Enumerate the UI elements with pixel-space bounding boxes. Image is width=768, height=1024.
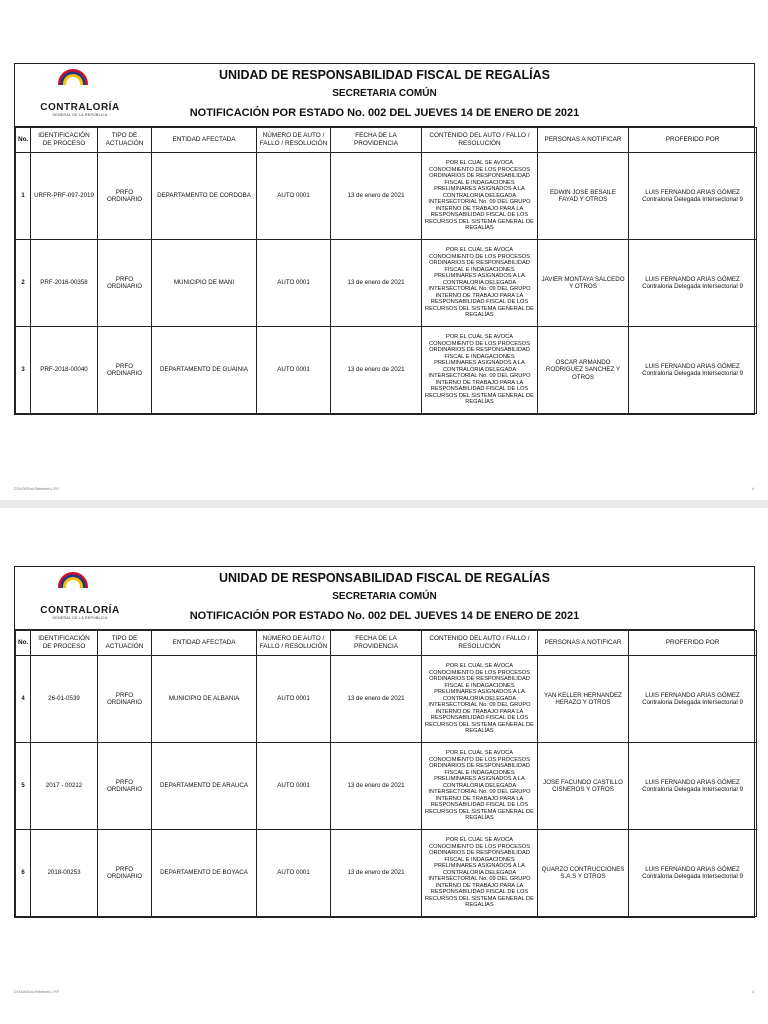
- document-subtitle: SECRETARIA COMÚN: [332, 591, 437, 602]
- table-row: [16, 240, 757, 327]
- persons-to-notify: JOSE FACUNDO CASTILLO CISNEROS Y OTROS: [538, 743, 629, 830]
- process-id: URFR-PRF-097-2019: [31, 153, 98, 240]
- issuer-name: LUIS FERNANDO ARIAS GÓMEZ: [645, 275, 740, 283]
- issuer-name: LUIS FERNANDO ARIAS GÓMEZ: [645, 691, 740, 699]
- auto-number: AUTO 0001: [257, 656, 331, 743]
- document-header: [15, 567, 754, 630]
- footer-reference: DTAIOGSocl.Reletestrl.L.P.P.: [14, 487, 60, 491]
- column-header-personas: PERSONAS A NOTIFICAR: [538, 128, 629, 153]
- logo-subtext: GENERAL DE LA REPÚBLICA: [52, 616, 108, 620]
- issuer-name: LUIS FERNANDO ARIAS GÓMEZ: [645, 188, 740, 196]
- column-header-proferido: PROFERIDO POR: [629, 631, 757, 656]
- action-type: PRFO ORDINARIO: [98, 327, 152, 414]
- footer-reference: DTAIOGSocl.Reletestrl.L.P.P.: [14, 990, 60, 994]
- page-footer: [14, 990, 754, 994]
- persons-to-notify: YAN KELLER HERNANDEZ HERAZO Y OTROS: [538, 656, 629, 743]
- process-id: 26-01-0539: [31, 656, 98, 743]
- auto-content: POR EL CUAL SE AVOCA CONOCIMIENTO DE LOS PROCESOS ORDINARIOS DE RESPONSABILIDAD FISCAL E INDAGACIONES PRELIMINARES ASIGNADOS A LA CONTRALORIA DELEGADA INTERSECTORIAL No. 09 DEL GRUPO INTERNO DE TRABAJO PARA LA RESPONSABILIDAD FISCAL DE LOS RECURSOS DEL SISTEMA GENERAL DE REGALÍAS: [422, 240, 538, 327]
- row-number: 6: [16, 830, 31, 917]
- column-header-id: IDENTIFICACIÓN DE PROCESO: [31, 631, 98, 656]
- auto-content: POR EL CUAL SE AVOCA CONOCIMIENTO DE LOS PROCESOS ORDINARIOS DE RESPONSABILIDAD FISCAL E INDAGACIONES PRELIMINARES ASIGNADOS A LA CONTRALORIA DELEGADA INTERSECTORIAL No. 09 DEL GRUPO INTERNO DE TRABAJO PARA LA RESPONSABILIDAD FISCAL DE LOS RECURSOS DEL SISTEMA GENERAL DE REGALÍAS: [422, 743, 538, 830]
- column-header-contenido: CONTENIDO DEL AUTO / FALLO / RESOLUCIÓN: [422, 631, 538, 656]
- document-header: [15, 64, 754, 127]
- process-id: PRF-2018-00040: [31, 327, 98, 414]
- page-footer: [14, 487, 754, 491]
- issued-by: [629, 743, 757, 830]
- document-subtitle: SECRETARIA COMÚN: [332, 88, 437, 99]
- document-title: UNIDAD DE RESPONSABILIDAD FISCAL DE REGALÍAS: [218, 68, 551, 82]
- providence-date: 13 de enero de 2021: [331, 240, 422, 327]
- issued-by: [629, 153, 757, 240]
- column-header-contenido: CONTENIDO DEL AUTO / FALLO / RESOLUCIÓN: [422, 128, 538, 153]
- issuer-name: LUIS FERNANDO ARIAS GÓMEZ: [645, 865, 740, 873]
- action-type: PRFO ORDINARIO: [98, 743, 152, 830]
- affected-entity: DEPARTAMENTO DE BOYACA: [152, 830, 257, 917]
- row-number: 2: [16, 240, 31, 327]
- providence-date: 13 de enero de 2021: [331, 656, 422, 743]
- column-header-fecha: FECHA DE LA PROVIDENCIA: [331, 631, 422, 656]
- row-number: 5: [16, 743, 31, 830]
- persons-to-notify: QUARZO CONTRUCCIONES S.A.S Y OTROS: [538, 830, 629, 917]
- table-header-row: [16, 128, 757, 153]
- footer-page-number: 4: [752, 487, 754, 491]
- providence-date: 13 de enero de 2021: [331, 153, 422, 240]
- process-id: 2017 - 00212: [31, 743, 98, 830]
- auto-content: POR EL CUAL SE AVOCA CONOCIMIENTO DE LOS PROCESOS ORDINARIOS DE RESPONSABILIDAD FISCAL E INDAGACIONES PRELIMINARES ASIGNADOS A LA CONTRALORIA DELEGADA INTERSECTORIAL No. 09 DEL GRUPO INTERNO DE TRABAJO PARA LA RESPONSABILIDAD FISCAL DE LOS RECURSOS DEL SISTEMA GENERAL DE REGALÍAS: [422, 327, 538, 414]
- column-header-personas: PERSONAS A NOTIFICAR: [538, 631, 629, 656]
- notice-title: NOTIFICACIÓN POR ESTADO No. 002 DEL JUEVES 14 DE ENERO DE 2021: [189, 107, 580, 119]
- table-header-row: [16, 631, 757, 656]
- action-type: PRFO ORDINARIO: [98, 656, 152, 743]
- logo-text: CONTRALORÍA: [40, 102, 120, 113]
- auto-content: POR EL CUAL SE AVOCA CONOCIMIENTO DE LOS PROCESOS ORDINARIOS DE RESPONSABILIDAD FISCAL E INDAGACIONES PRELIMINARES ASIGNADOS A LA CONTRALORIA DELEGADA INTERSECTORIAL No. 09 DEL GRUPO INTERNO DE TRABAJO PARA LA RESPONSABILIDAD FISCAL DE LOS RECURSOS DEL SISTEMA GENERAL DE REGALÍAS: [422, 153, 538, 240]
- table-row: [16, 830, 757, 917]
- logo-subtext: GENERAL DE LA REPÚBLICA: [52, 113, 108, 117]
- issuer-role: Contraloria Delegada Intersectorial 9: [642, 196, 743, 203]
- document-title: UNIDAD DE RESPONSABILIDAD FISCAL DE REGALÍAS: [218, 571, 551, 585]
- column-header-no: No.: [16, 128, 31, 153]
- column-header-id: IDENTIFICACIÓN DE PROCESO: [31, 128, 98, 153]
- action-type: PRFO ORDINARIO: [98, 240, 152, 327]
- issued-by: [629, 656, 757, 743]
- affected-entity: MUNICIPIO DE ALBANIA: [152, 656, 257, 743]
- issuer-name: LUIS FERNANDO ARIAS GÓMEZ: [645, 362, 740, 370]
- affected-entity: DEPARTAMENTO DE CORDOBA: [152, 153, 257, 240]
- notifications-table: [15, 127, 757, 414]
- column-header-entidad: ENTIDAD AFECTADA: [152, 631, 257, 656]
- column-header-tipo: TIPO DE ACTUACIÓN: [98, 128, 152, 153]
- affected-entity: DEPARTAMENTO DE ARAUCA: [152, 743, 257, 830]
- notice-title: NOTIFICACIÓN POR ESTADO No. 002 DEL JUEVES 14 DE ENERO DE 2021: [189, 610, 580, 622]
- column-header-fecha: FECHA DE LA PROVIDENCIA: [331, 128, 422, 153]
- auto-number: AUTO 0001: [257, 743, 331, 830]
- footer-page-number: 4: [752, 990, 754, 994]
- row-number: 4: [16, 656, 31, 743]
- issued-by: [629, 830, 757, 917]
- document-page-2: [0, 508, 768, 1024]
- affected-entity: DEPARTAMENTO DE GUAINIA: [152, 327, 257, 414]
- issuer-role: Contraloria Delegada Intersectorial 9: [642, 283, 743, 290]
- action-type: PRFO ORDINARIO: [98, 153, 152, 240]
- column-header-tipo: TIPO DE ACTUACIÓN: [98, 631, 152, 656]
- column-header-entidad: ENTIDAD AFECTADA: [152, 128, 257, 153]
- issuer-name: LUIS FERNANDO ARIAS GÓMEZ: [645, 778, 740, 786]
- column-header-proferido: PROFERIDO POR: [629, 128, 757, 153]
- issuer-role: Contraloria Delegada Intersectorial 9: [642, 786, 743, 793]
- column-header-no: No.: [16, 631, 31, 656]
- notification-document: [14, 63, 755, 415]
- table-row: [16, 153, 757, 240]
- document-page-1: [0, 0, 768, 500]
- issued-by: [629, 327, 757, 414]
- logo-text: CONTRALORÍA: [40, 605, 120, 616]
- table-row: [16, 327, 757, 414]
- process-id: 2018-00253: [31, 830, 98, 917]
- auto-number: AUTO 0001: [257, 240, 331, 327]
- issuer-role: Contraloria Delegada Intersectorial 9: [642, 370, 743, 377]
- column-header-auto: NÚMERO DE AUTO / FALLO / RESOLUCIÓN: [257, 128, 331, 153]
- providence-date: 13 de enero de 2021: [331, 327, 422, 414]
- persons-to-notify: EDWIN JOSE BESAILE FAYAD Y OTROS: [538, 153, 629, 240]
- providence-date: 13 de enero de 2021: [331, 743, 422, 830]
- issued-by: [629, 240, 757, 327]
- notification-document: [14, 566, 755, 918]
- column-header-auto: NÚMERO DE AUTO / FALLO / RESOLUCIÓN: [257, 631, 331, 656]
- issuer-role: Contraloria Delegada Intersectorial 9: [642, 873, 743, 880]
- persons-to-notify: JAVIER MONTAYA SALCEDO Y OTROS: [538, 240, 629, 327]
- providence-date: 13 de enero de 2021: [331, 830, 422, 917]
- process-id: PRF-2016-00358: [31, 240, 98, 327]
- persons-to-notify: OSCAR ARMANDO RODRIGUEZ SANCHEZ Y OTROS: [538, 327, 629, 414]
- row-number: 3: [16, 327, 31, 414]
- affected-entity: MUNICIPIO DE MANI: [152, 240, 257, 327]
- row-number: 1: [16, 153, 31, 240]
- table-row: [16, 743, 757, 830]
- action-type: PRFO ORDINARIO: [98, 830, 152, 917]
- auto-number: AUTO 0001: [257, 327, 331, 414]
- issuer-role: Contraloria Delegada Intersectorial 9: [642, 699, 743, 706]
- auto-number: AUTO 0001: [257, 830, 331, 917]
- auto-content: POR EL CUAL SE AVOCA CONOCIMIENTO DE LOS PROCESOS ORDINARIOS DE RESPONSABILIDAD FISCAL E INDAGACIONES PRELIMINARES ASIGNADOS A LA CONTRALORIA DELEGADA INTERSECTORIAL No. 09 DEL GRUPO INTERNO DE TRABAJO PARA LA RESPONSABILIDAD FISCAL DE LOS RECURSOS DEL SISTEMA GENERAL DE REGALÍAS: [422, 830, 538, 917]
- notifications-table: [15, 630, 757, 917]
- table-row: [16, 656, 757, 743]
- auto-number: AUTO 0001: [257, 153, 331, 240]
- auto-content: POR EL CUAL SE AVOCA CONOCIMIENTO DE LOS PROCESOS ORDINARIOS DE RESPONSABILIDAD FISCAL E INDAGACIONES PRELIMINARES ASIGNADOS A LA CONTRALORIA DELEGADA INTERSECTORIAL No. 09 DEL GRUPO INTERNO DE TRABAJO PARA LA RESPONSABILIDAD FISCAL DE LOS RECURSOS DEL SISTEMA GENERAL DE REGALÍAS: [422, 656, 538, 743]
